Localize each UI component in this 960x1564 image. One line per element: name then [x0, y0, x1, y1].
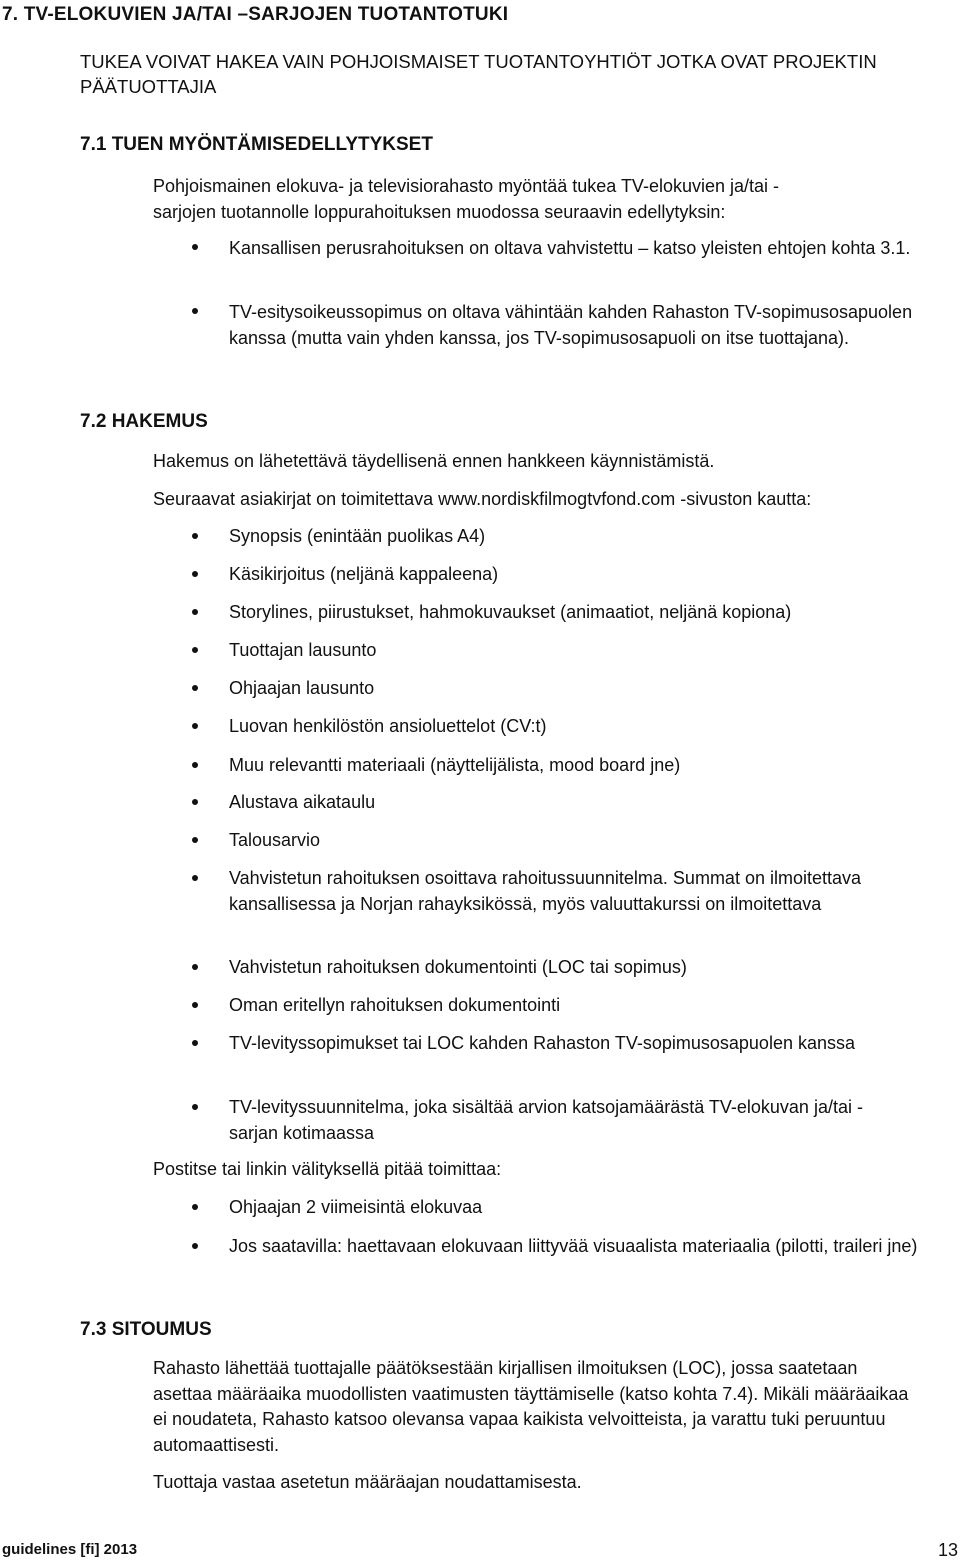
document-item: Oman eritellyn rahoituksen dokumentointi	[229, 995, 561, 1015]
bullet-icon	[192, 244, 198, 250]
paragraph: Rahasto lähettää tuottajalle päätöksestään kirjallisen ilmoituksen (LOC), jossa saatetaan asettaa määräaika muodollisten vaatimusten täyttämiselle (katso kohta 7.4). Mikäli määräaikaa ei noudateta, Rahasto katsoo olevansa vapaa kaikista velvoitteista, ja varattu tuki peruuntuu automaattisesti.	[153, 1358, 909, 1455]
postal-item: Ohjaajan 2 viimeisintä elokuvaa	[229, 1197, 483, 1217]
document-item: Käsikirjoitus (neljänä kappaleena)	[229, 564, 499, 584]
heading-7-3: 7.3 SITOUMUS	[80, 1319, 212, 1340]
bullet-icon	[192, 1243, 198, 1249]
condition-item: TV-esitysoikeussopimus on oltava vähintään kahden Rahaston TV-sopimusosapuolen kanssa (mutta vain yhden kanssa, jos TV-sopimusosapuoli on itse tuottajana).	[229, 302, 913, 348]
bullet-icon	[192, 1040, 198, 1046]
page-title: 7. TV-ELOKUVIEN JA/TAI –SARJOJEN TUOTANTOTUKI	[2, 4, 509, 25]
heading-7-1: 7.1 TUEN MYÖNTÄMISEDELLYTYKSET	[80, 134, 433, 155]
condition-item: Kansallisen perusrahoituksen on oltava vahvistettu – katso yleisten ehtojen kohta 3.1.	[229, 238, 911, 258]
heading-7-2: 7.2 HAKEMUS	[80, 411, 208, 432]
bullet-icon	[192, 685, 198, 691]
bullet-icon	[192, 799, 198, 805]
document-item: TV-levityssopimukset tai LOC kahden Rahaston TV-sopimusosapuolen kanssa	[229, 1033, 855, 1053]
document-item: TV-levityssuunnitelma, joka sisältää arvion katsojamäärästä TV-elokuvan ja/tai -sarjan kotimaassa	[229, 1097, 863, 1143]
bullet-icon	[192, 837, 198, 843]
document-item: Talousarvio	[229, 830, 321, 850]
section-subtitle: TUKEA VOIVAT HAKEA VAIN POHJOISMAISET TUOTANTOYHTIÖT JOTKA OVAT PROJEKTIN PÄÄTUOTTAJIA	[80, 51, 877, 97]
bullet-icon	[192, 1002, 198, 1008]
bullet-icon	[192, 609, 198, 615]
bullet-icon	[192, 1204, 198, 1210]
document-item: Vahvistetun rahoituksen osoittava rahoitussuunnitelma. Summat on ilmoitettava kansallisessa ja Norjan rahayksikössä, myös valuuttakurssi on ilmoitettava	[229, 868, 862, 914]
bullet-icon	[192, 723, 198, 729]
document-item: Synopsis (enintään puolikas A4)	[229, 526, 486, 546]
paragraph: Hakemus on lähetettävä täydellisenä ennen hankkeen käynnistämistä.	[153, 451, 715, 471]
document-item: Ohjaajan lausunto	[229, 678, 375, 698]
paragraph: Tuottaja vastaa asetetun määräajan noudattamisesta.	[153, 1472, 582, 1492]
paragraph: Postitse tai linkin välityksellä pitää toimittaa:	[153, 1159, 502, 1179]
bullet-icon	[192, 875, 198, 881]
document-item: Tuottajan lausunto	[229, 640, 377, 660]
bullet-icon	[192, 533, 198, 539]
page-number: 13	[937, 1540, 958, 1560]
document-item: Storylines, piirustukset, hahmokuvaukset (animaatiot, neljänä kopiona)	[229, 602, 792, 622]
bullet-icon	[192, 647, 198, 653]
bullet-icon	[192, 762, 198, 768]
document-item: Luovan henkilöstön ansioluettelot (CV:t)	[229, 716, 547, 736]
document-item: Vahvistetun rahoituksen dokumentointi (LOC tai sopimus)	[229, 957, 687, 977]
footer-label: guidelines [fi] 2013	[2, 1541, 138, 1558]
document-item: Alustava aikataulu	[229, 792, 376, 812]
paragraph: Seuraavat asiakirjat on toimitettava www.nordiskfilmogtvfond.com -sivuston kautta:	[153, 489, 812, 509]
bullet-icon	[192, 308, 198, 314]
bullet-icon	[192, 571, 198, 577]
bullet-icon	[192, 1104, 198, 1110]
intro-paragraph: Pohjoismainen elokuva- ja televisiorahasto myöntää tukea TV-elokuvien ja/tai - sarjojen tuotannolle loppurahoituksen muodossa seuraavin edellytyksin:	[153, 176, 780, 222]
bullet-icon	[192, 964, 198, 970]
document-item: Muu relevantti materiaali (näyttelijälista, mood board jne)	[229, 755, 681, 775]
postal-item: Jos saatavilla: haettavaan elokuvaan liittyvää visuaalista materiaalia (pilotti, traileri jne)	[229, 1236, 918, 1256]
